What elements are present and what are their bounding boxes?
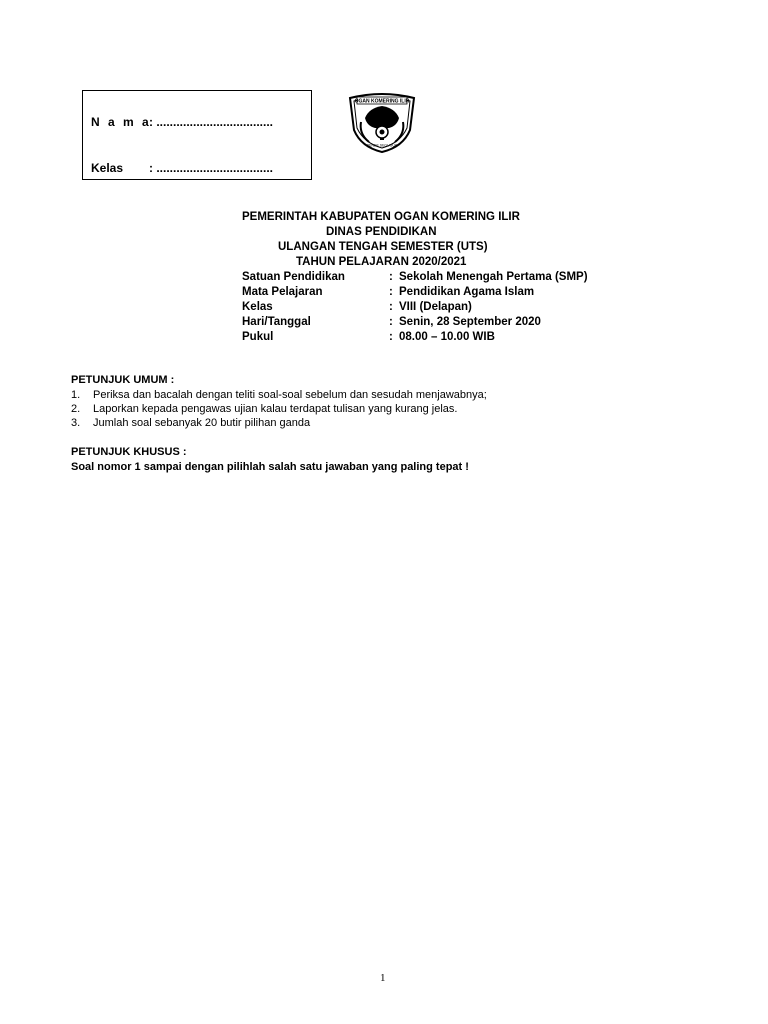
heading-exam-title: ULANGAN TENGAH SEMESTER (UTS) <box>278 241 488 253</box>
instruction-text: Jumlah soal sebanyak 20 butir pilihan ganda <box>93 417 311 429</box>
special-instructions-title: PETUNJUK KHUSUS : <box>71 446 187 458</box>
info-key: Pukul <box>242 331 274 343</box>
svg-text:OGAN KOMERING ILIR: OGAN KOMERING ILIR <box>354 98 410 105</box>
heading-academic-year: TAHUN PELAJARAN 2020/2021 <box>296 256 467 268</box>
name-field[interactable]: : ................................... <box>149 115 274 129</box>
info-value: VIII (Delapan) <box>399 301 472 313</box>
class-label: Kelas <box>91 161 124 175</box>
info-colon: : <box>389 316 393 328</box>
info-colon: : <box>389 286 393 298</box>
info-colon: : <box>389 271 393 283</box>
instruction-text: Laporkan kepada pengawas ujian kalau terdapat tulisan yang kurang jelas. <box>93 403 458 415</box>
instruction-text: Periksa dan bacalah dengan teliti soal-soal sebelum dan sesudah menjawabnya; <box>93 389 487 401</box>
info-key: Kelas <box>242 301 273 313</box>
regency-emblem-logo <box>347 92 417 154</box>
info-key: Satuan Pendidikan <box>242 271 345 283</box>
general-instructions-title: PETUNJUK UMUM : <box>71 374 175 386</box>
name-row <box>91 115 274 129</box>
info-value: Pendidikan Agama Islam <box>399 286 535 298</box>
page-number: 1 <box>380 972 386 984</box>
instruction-number: 2. <box>71 403 81 415</box>
svg-text:BENDE SEGUGUK: BENDE SEGUGUK <box>366 143 398 148</box>
name-label: N a m a <box>91 115 152 129</box>
info-colon: : <box>389 331 393 343</box>
special-instructions-text: Soal nomor 1 sampai dengan pilihlah salah satu jawaban yang paling tepat ! <box>71 461 469 473</box>
instruction-number: 3. <box>71 417 81 429</box>
info-value: 08.00 – 10.00 WIB <box>399 331 495 343</box>
info-value: Sekolah Menengah Pertama (SMP) <box>399 271 588 283</box>
info-value: Senin, 28 September 2020 <box>399 316 541 328</box>
instruction-number: 1. <box>71 389 81 401</box>
class-field[interactable]: : ................................... <box>149 161 274 175</box>
info-colon: : <box>389 301 393 313</box>
student-identity-box <box>82 90 312 180</box>
heading-department: DINAS PENDIDIKAN <box>326 226 437 238</box>
info-key: Hari/Tanggal <box>242 316 311 328</box>
class-row <box>91 161 274 175</box>
info-key: Mata Pelajaran <box>242 286 323 298</box>
heading-government: PEMERINTAH KABUPATEN OGAN KOMERING ILIR <box>242 211 520 223</box>
